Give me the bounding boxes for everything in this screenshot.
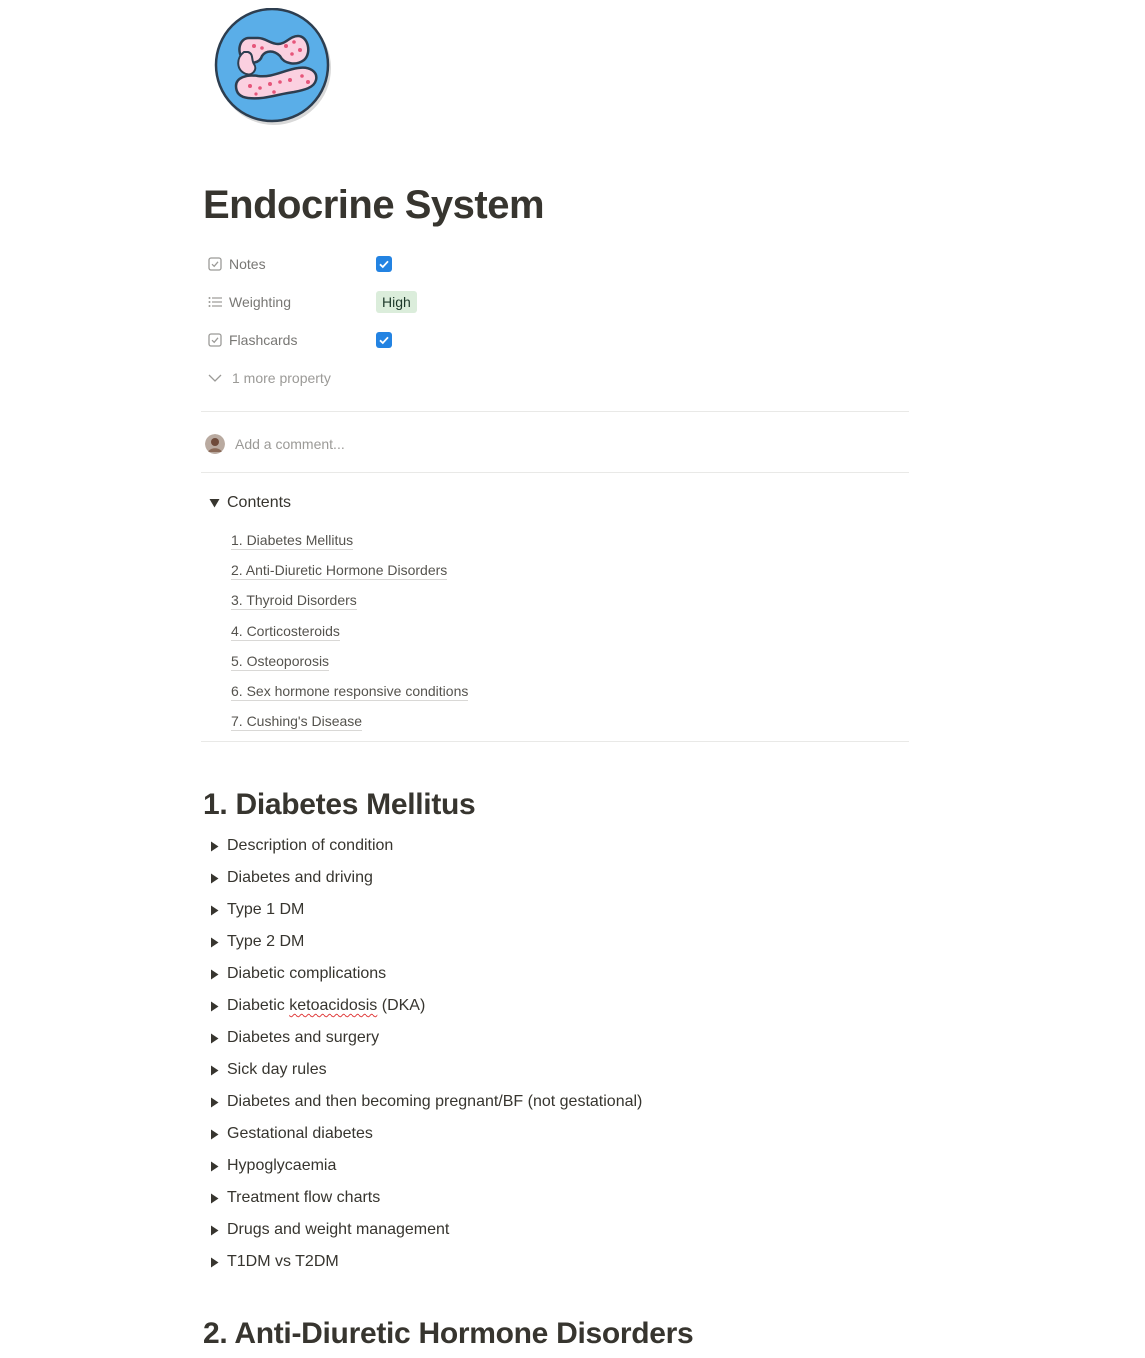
- toggle-label: Type 2 DM: [227, 933, 305, 950]
- toggle-item[interactable]: [201, 1150, 642, 1182]
- triangle-right-icon[interactable]: [201, 996, 227, 1016]
- triangle-right-icon[interactable]: [201, 836, 227, 856]
- toc-item: [231, 647, 468, 677]
- toc-link-corticosteroids[interactable]: 4. Corticosteroids: [231, 622, 340, 639]
- avatar: [205, 434, 225, 454]
- toc-item: [231, 556, 468, 586]
- triangle-right-icon[interactable]: [201, 1188, 227, 1208]
- toggle-label: Diabetes and then becoming pregnant/BF (not gestational): [227, 1093, 643, 1110]
- toggle-item[interactable]: [201, 1118, 642, 1150]
- toc-item: [231, 617, 468, 647]
- triangle-down-icon[interactable]: [201, 493, 227, 513]
- triangle-right-icon[interactable]: [201, 1252, 227, 1272]
- triangle-right-icon[interactable]: [201, 1060, 227, 1080]
- checkbox-property-icon: [207, 256, 223, 272]
- endocrine-organs-icon[interactable]: [214, 8, 334, 128]
- toggle-label-part: Diabetic: [227, 997, 290, 1014]
- toc-item: [231, 586, 468, 616]
- toc-link-osteoporosis[interactable]: 5. Osteoporosis: [231, 652, 330, 669]
- triangle-right-icon[interactable]: [201, 1220, 227, 1240]
- triangle-right-icon[interactable]: [201, 932, 227, 952]
- toc-link-adh[interactable]: 2. Anti-Diuretic Hormone Disorders: [231, 562, 448, 579]
- chevron-down-icon: [207, 370, 223, 386]
- section-heading-adh[interactable]: 2. Anti-Diuretic Hormone Disorders: [203, 1317, 694, 1350]
- contents-label: Contents: [227, 494, 292, 511]
- section-heading-diabetes[interactable]: 1. Diabetes Mellitus: [203, 788, 476, 821]
- toggle-item[interactable]: [201, 1022, 642, 1054]
- divider: [201, 741, 909, 742]
- toggle-item[interactable]: [201, 926, 642, 958]
- triangle-right-icon[interactable]: [201, 964, 227, 984]
- property-label: Notes: [229, 256, 266, 272]
- toggle-item[interactable]: [201, 1246, 642, 1278]
- toggle-label: Description of condition: [227, 837, 394, 854]
- page-title[interactable]: Endocrine System: [203, 183, 545, 227]
- more-properties-toggle[interactable]: [201, 359, 909, 397]
- toc-item: [231, 677, 468, 707]
- property-key-notes[interactable]: [201, 256, 376, 272]
- diabetes-toggle-list: [201, 830, 642, 1278]
- triangle-right-icon[interactable]: [201, 900, 227, 920]
- toc-link-sex-hormone[interactable]: 6. Sex hormone responsive conditions: [231, 683, 469, 700]
- table-of-contents: [231, 526, 468, 737]
- triangle-right-icon[interactable]: [201, 868, 227, 888]
- list-property-icon: [207, 294, 223, 310]
- property-row-notes: [201, 245, 909, 283]
- toc-link-diabetes[interactable]: 1. Diabetes Mellitus: [231, 532, 354, 549]
- misspelled-word: ketoacidosis: [289, 997, 378, 1014]
- toggle-item[interactable]: [201, 990, 642, 1022]
- toggle-label: Drugs and weight management: [227, 1221, 450, 1238]
- property-row-weighting: [201, 283, 909, 321]
- toggle-label: [227, 997, 425, 1015]
- flashcards-checkbox[interactable]: [376, 332, 392, 348]
- toggle-item[interactable]: [201, 1086, 642, 1118]
- toggle-item[interactable]: [201, 862, 642, 894]
- weighting-tag[interactable]: High: [376, 291, 417, 313]
- properties-panel: [201, 245, 909, 397]
- triangle-right-icon[interactable]: [201, 1124, 227, 1144]
- comment-input[interactable]: [235, 436, 635, 452]
- checkmark-icon: [378, 334, 390, 346]
- toggle-label: T1DM vs T2DM: [227, 1253, 339, 1270]
- toggle-label: Hypoglycaemia: [227, 1157, 337, 1174]
- more-properties-label: 1 more property: [232, 370, 331, 386]
- toggle-item[interactable]: [201, 1054, 642, 1086]
- toggle-label: Gestational diabetes: [227, 1125, 373, 1142]
- comment-bar: [205, 431, 635, 457]
- toggle-item[interactable]: [201, 1214, 642, 1246]
- toggle-item[interactable]: [201, 1182, 642, 1214]
- property-key-weighting[interactable]: [201, 294, 376, 310]
- toggle-label: Type 1 DM: [227, 901, 305, 918]
- triangle-right-icon[interactable]: [201, 1092, 227, 1112]
- property-row-flashcards: [201, 321, 909, 359]
- toggle-label: Diabetes and surgery: [227, 1029, 380, 1046]
- toc-link-thyroid[interactable]: 3. Thyroid Disorders: [231, 592, 357, 609]
- toggle-label-part: (DKA): [377, 997, 426, 1014]
- toc-item: [231, 526, 468, 556]
- checkmark-icon: [378, 258, 390, 270]
- toggle-label: Treatment flow charts: [227, 1189, 381, 1206]
- property-value-weighting: [376, 291, 417, 313]
- property-value-flashcards: [376, 332, 392, 348]
- divider: [201, 411, 909, 412]
- checkbox-property-icon: [207, 332, 223, 348]
- property-value-notes: [376, 256, 392, 272]
- contents-toggle[interactable]: [201, 493, 291, 513]
- property-label: Weighting: [229, 294, 292, 310]
- divider: [201, 472, 909, 473]
- triangle-right-icon[interactable]: [201, 1028, 227, 1048]
- toggle-label: Diabetic complications: [227, 965, 387, 982]
- triangle-right-icon[interactable]: [201, 1156, 227, 1176]
- property-label: Flashcards: [229, 332, 298, 348]
- toggle-item[interactable]: [201, 894, 642, 926]
- toc-item: [231, 707, 468, 737]
- toggle-label: Diabetes and driving: [227, 869, 373, 886]
- toggle-item[interactable]: [201, 830, 642, 862]
- notes-checkbox[interactable]: [376, 256, 392, 272]
- property-key-flashcards[interactable]: [201, 332, 376, 348]
- toggle-label: Sick day rules: [227, 1061, 327, 1078]
- toggle-item[interactable]: [201, 958, 642, 990]
- toc-link-cushings[interactable]: 7. Cushing's Disease: [231, 713, 363, 730]
